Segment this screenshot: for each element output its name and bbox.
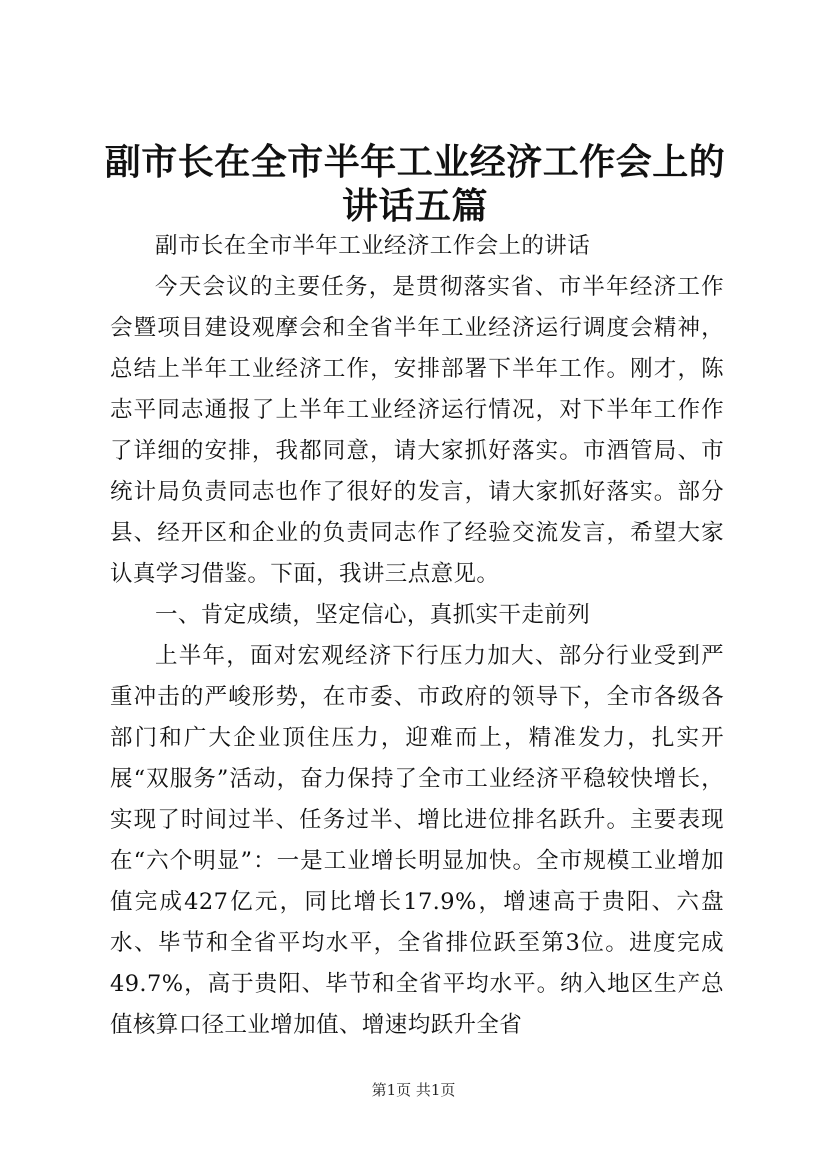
document-title: 副市长在全市半年工业经济工作会上的讲话五篇	[104, 141, 726, 227]
subtitle-paragraph: 副市长在全市半年工业经济工作会上的讲话	[155, 233, 591, 259]
document-body	[110, 226, 724, 1046]
section-heading: 一、肯定成绩，坚定信心，真抓实干走前列	[155, 602, 591, 628]
page-footer: 第1页 共1页	[371, 1081, 456, 1099]
body-paragraph: 上半年，面对宏观经济下行压力加大、部分行业受到严重冲击的严峻形势，在市委、市政府的领导下，全市各级各部门和广大企业顶住压力，迎难而上，精准发力，扎实开展“双服务”活动，奋力保持了全市工业经济平稳较快增长，实现了时间过半、任务过半、增比进位排名跃升。主要表现在“六个明显”：一是工业增长明显加快。全市规模工业增加值完成427亿元，同比增长17.9%，增速高于贵阳、六盘水、毕节和全省平均水平，全省排位跃至第3位。进度完成49.7%，高于贵阳、毕节和全省平均水平。纳入地区生产总值核算口径工业增加值、增速均跃升全省	[110, 643, 724, 1038]
intro-paragraph: 今天会议的主要任务，是贯彻落实省、市半年经济工作会暨项目建设观摩会和全省半年工业经济运行调度会精神，总结上半年工业经济工作，安排部署下半年工作。刚才，陈志平同志通报了上半年工业经济运行情况，对下半年工作作了详细的安排，我都同意，请大家抓好落实。市酒管局、市统计局负责同志也作了很好的发言，请大家抓好落实。部分县、经开区和企业的负责同志作了经验交流发言，希望大家认真学习借鉴。下面，我讲三点意见。	[110, 274, 724, 587]
